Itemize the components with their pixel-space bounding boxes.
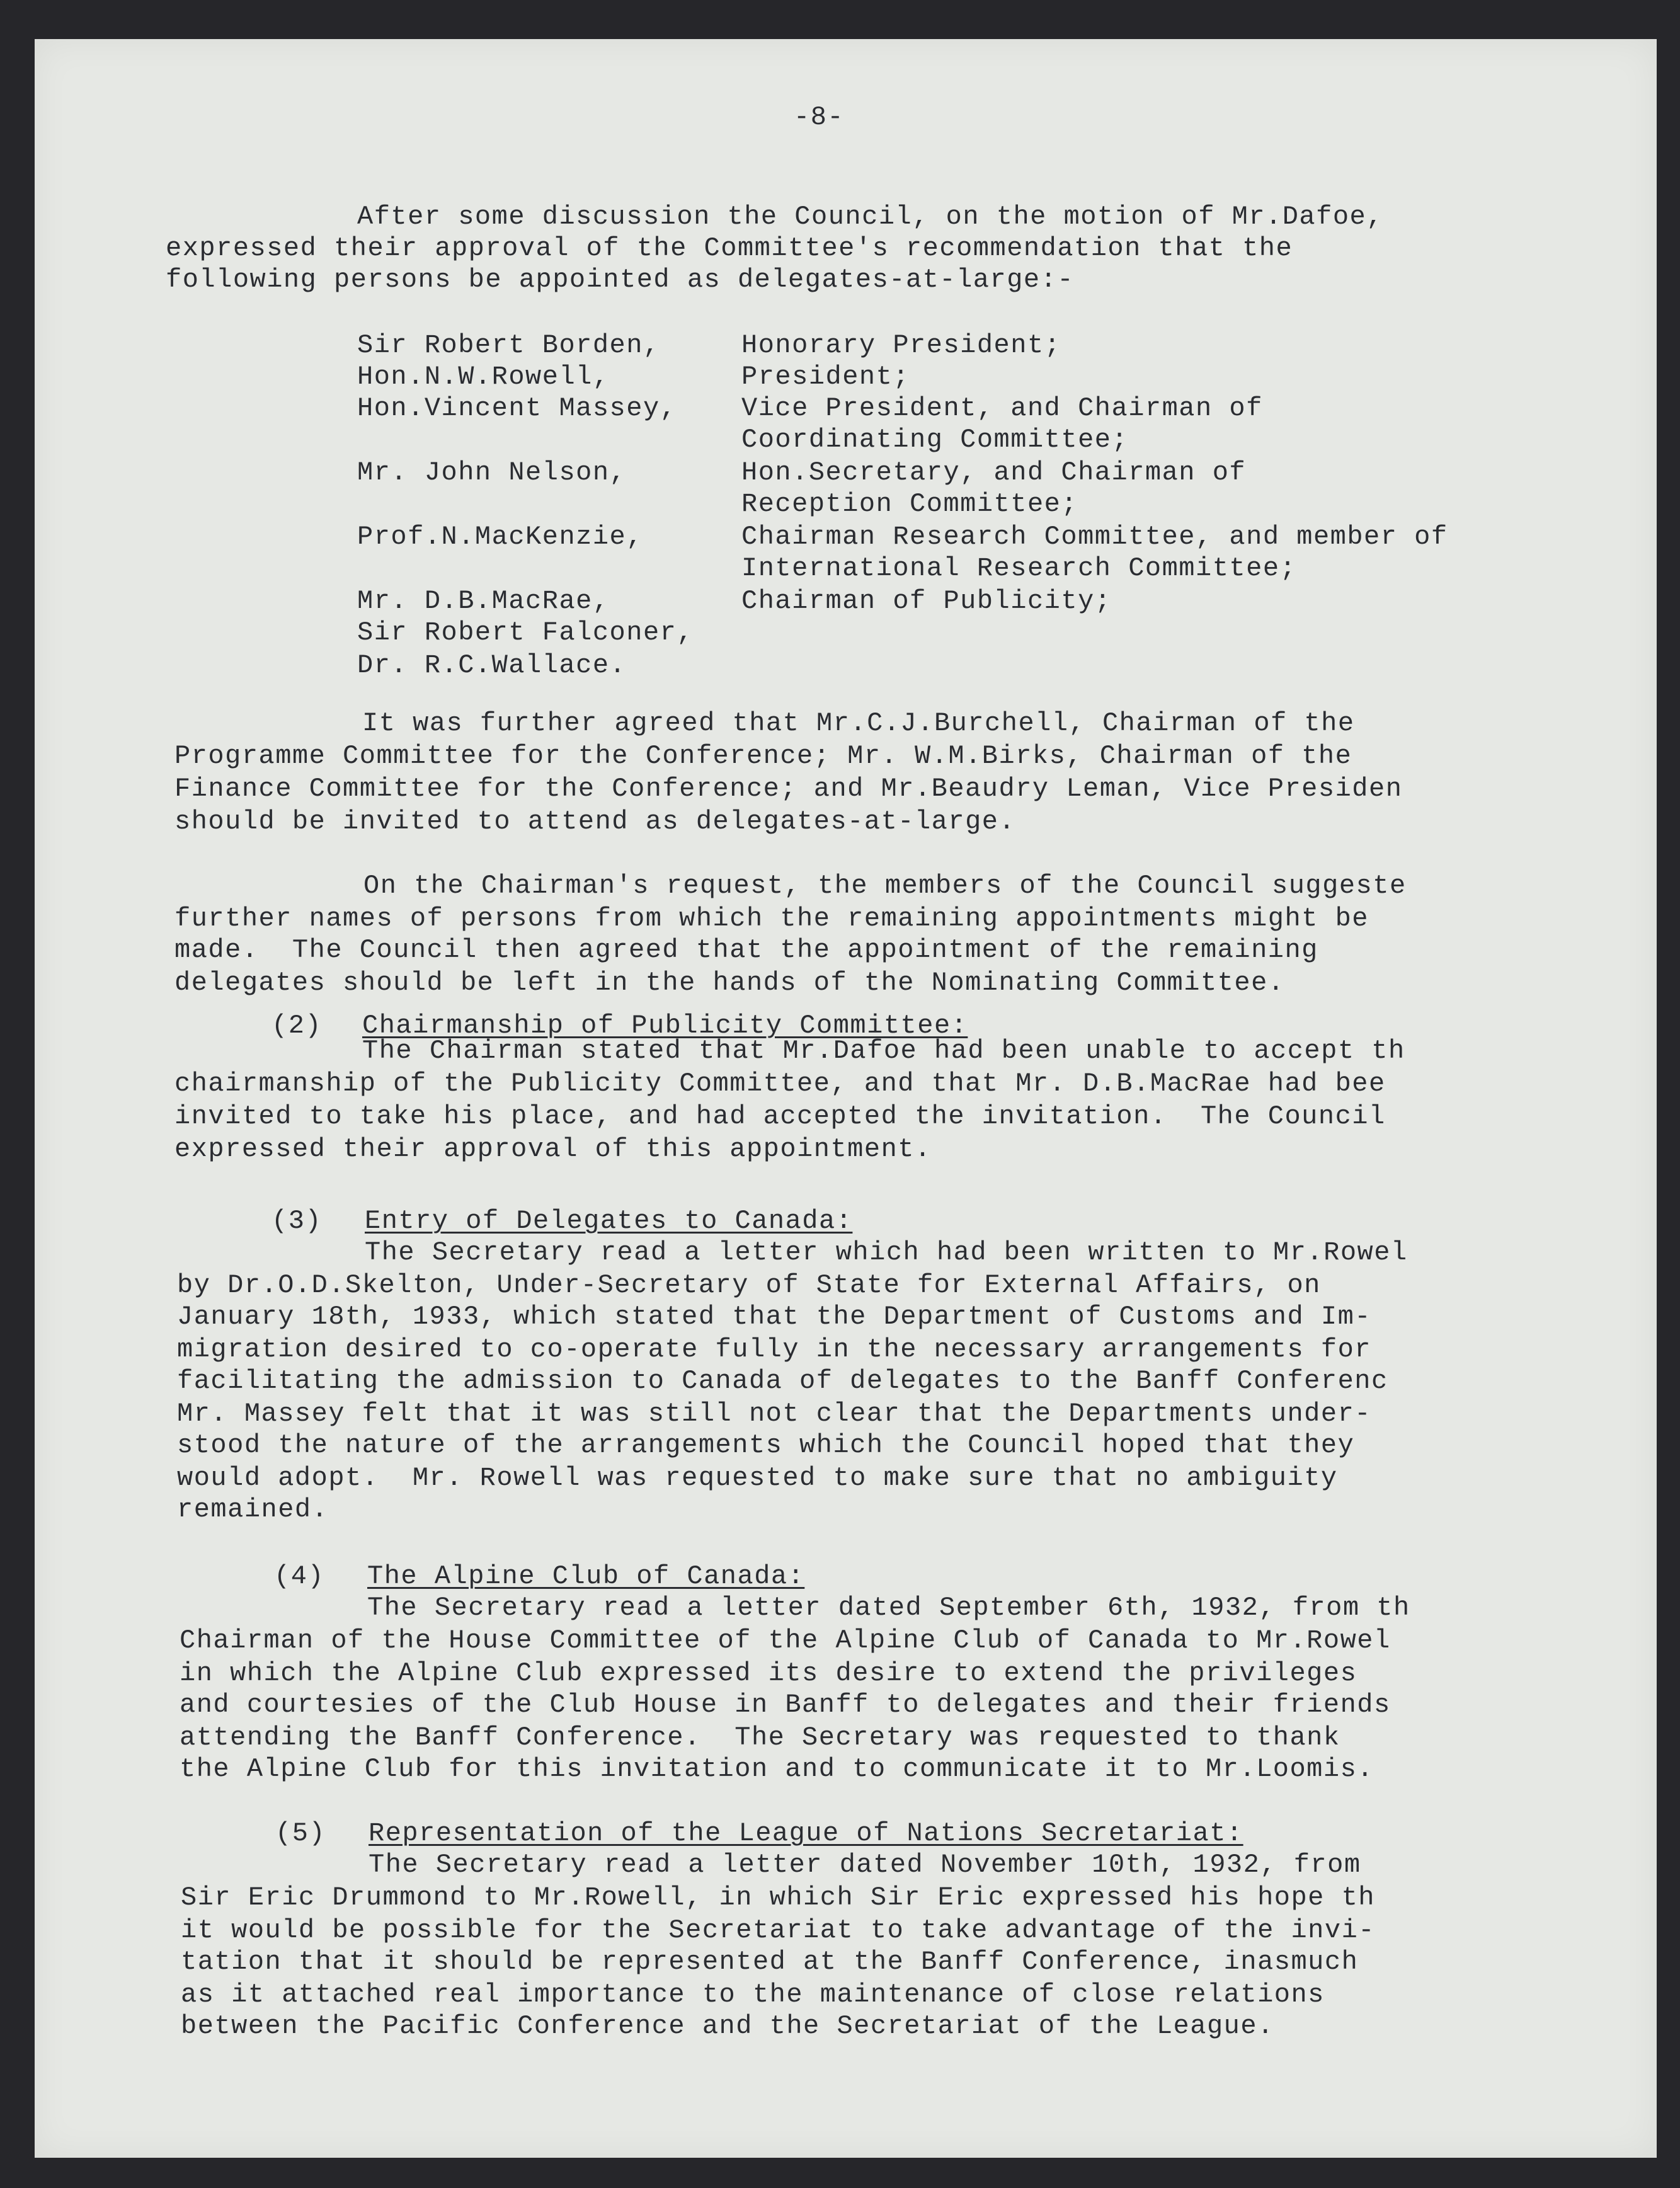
delegate-name: Prof.N.MacKenzie,: [357, 522, 643, 552]
delegate-role: Chairman of Publicity;: [741, 586, 1112, 616]
intro-line-2: expressed their approval of the Committee's recommendation that the: [166, 233, 1293, 263]
para-further-line: should be invited to attend as delegates-at-large.: [174, 806, 1016, 837]
section-number: (5): [275, 1818, 326, 1848]
delegate-name: Mr. John Nelson,: [357, 457, 627, 488]
para-chairman-line: made. The Council then agreed that the appointment of the remaining: [174, 935, 1318, 965]
intro-line-3: following persons be appointed as delegates-at-large:-: [166, 265, 1075, 295]
section-line: Chairman of the House Committee of the Alpine Club of Canada to Mr.Rowel: [180, 1625, 1391, 1656]
delegate-role: International Research Committee;: [741, 553, 1297, 583]
delegate-role: Honorary President;: [741, 330, 1061, 360]
section-heading: Chairmanship of Publicity Committee:: [362, 1011, 968, 1041]
delegate-name: Hon.Vincent Massey,: [357, 393, 677, 423]
section-line: it would be possible for the Secretariat to take advantage of the invi-: [181, 1915, 1375, 1945]
section-line: The Secretary read a letter dated November 10th, 1932, from: [369, 1850, 1361, 1880]
delegate-role: Coordinating Committee;: [741, 425, 1129, 455]
section-line: Sir Eric Drummond to Mr.Rowell, in which Sir Eric expressed his hope th: [181, 1882, 1375, 1913]
para-further-line: It was further agreed that Mr.C.J.Burchell, Chairman of the: [362, 708, 1355, 738]
section-line: invited to take his place, and had accepted the invitation. The Council: [174, 1101, 1386, 1131]
delegate-role: Vice President, and Chairman of: [741, 393, 1263, 423]
section-number: (4): [274, 1561, 325, 1591]
section-number: (3): [271, 1206, 323, 1236]
document-page: [35, 39, 1657, 2158]
section-line: facilitating the admission to Canada of delegates to the Banff Conferenc: [177, 1366, 1388, 1396]
delegate-name: Hon.N.W.Rowell,: [357, 362, 610, 392]
delegate-name: Sir Robert Borden,: [357, 330, 660, 360]
delegate-role: Hon.Secretary, and Chairman of: [741, 457, 1247, 488]
section-line: The Secretary read a letter dated September 6th, 1932, from th: [367, 1593, 1410, 1623]
para-chairman-line: On the Chairman's request, the members of the Council suggeste: [363, 871, 1407, 901]
delegate-role: Reception Committee;: [741, 489, 1078, 519]
delegate-role: President;: [741, 362, 910, 392]
section-line: between the Pacific Conference and the Secretariat of the League.: [181, 2011, 1274, 2041]
para-chairman-line: further names of persons from which the remaining appointments might be: [174, 903, 1369, 934]
section-line: would adopt. Mr. Rowell was requested to make sure that no ambiguity: [177, 1463, 1338, 1493]
section-line: the Alpine Club for this invitation and to communicate it to Mr.Loomis.: [180, 1754, 1374, 1784]
section-line: expressed their approval of this appointment.: [174, 1134, 932, 1164]
section-line: migration desired to co-operate fully in the necessary arrangements for: [177, 1334, 1371, 1365]
section-line: Mr. Massey felt that it was still not clear that the Departments under-: [177, 1399, 1371, 1429]
delegate-name: Mr. D.B.MacRae,: [357, 586, 610, 616]
section-line: stood the nature of the arrangements which the Council hoped that they: [177, 1430, 1355, 1460]
section-number: (2): [271, 1011, 323, 1041]
section-line: and courtesies of the Club House in Banff to delegates and their friends: [180, 1690, 1391, 1720]
section-line: in which the Alpine Club expressed its desire to extend the privileges: [180, 1658, 1357, 1688]
section-line: remained.: [177, 1494, 329, 1525]
section-line: The Secretary read a letter which had been written to Mr.Rowel: [365, 1237, 1408, 1268]
section-line: January 18th, 1933, which stated that the Department of Customs and Im-: [177, 1302, 1371, 1332]
section-line: tation that it should be represented at the Banff Conference, inasmuch: [181, 1947, 1359, 1977]
delegate-name: Dr. R.C.Wallace.: [357, 650, 627, 680]
para-further-line: Finance Committee for the Conference; and Mr.Beaudry Leman, Vice Presiden: [174, 774, 1403, 804]
section-heading: Representation of the League of Nations Secretariat:: [369, 1818, 1243, 1848]
delegate-name: Sir Robert Falconer,: [357, 617, 694, 648]
section-line: by Dr.O.D.Skelton, Under-Secretary of State for External Affairs, on: [177, 1270, 1321, 1300]
section-heading: The Alpine Club of Canada:: [367, 1561, 805, 1591]
section-heading: Entry of Delegates to Canada:: [365, 1206, 853, 1236]
section-line: attending the Banff Conference. The Secretary was requested to thank: [180, 1722, 1340, 1753]
section-line: chairmanship of the Publicity Committee, and that Mr. D.B.MacRae had bee: [174, 1068, 1386, 1099]
para-further-line: Programme Committee for the Conference; Mr. W.M.Birks, Chairman of the: [174, 741, 1352, 771]
page-number: -8-: [794, 102, 845, 132]
section-line: as it attached real importance to the maintenance of close relations: [181, 1979, 1325, 2010]
para-chairman-line: delegates should be left in the hands of the Nominating Committee.: [174, 968, 1285, 998]
intro-line-1: After some discussion the Council, on the motion of Mr.Dafoe,: [357, 202, 1383, 232]
delegate-role: Chairman Research Committee, and member of: [741, 522, 1448, 552]
section-line: The Chairman stated that Mr.Dafoe had been unable to accept th: [362, 1036, 1405, 1066]
